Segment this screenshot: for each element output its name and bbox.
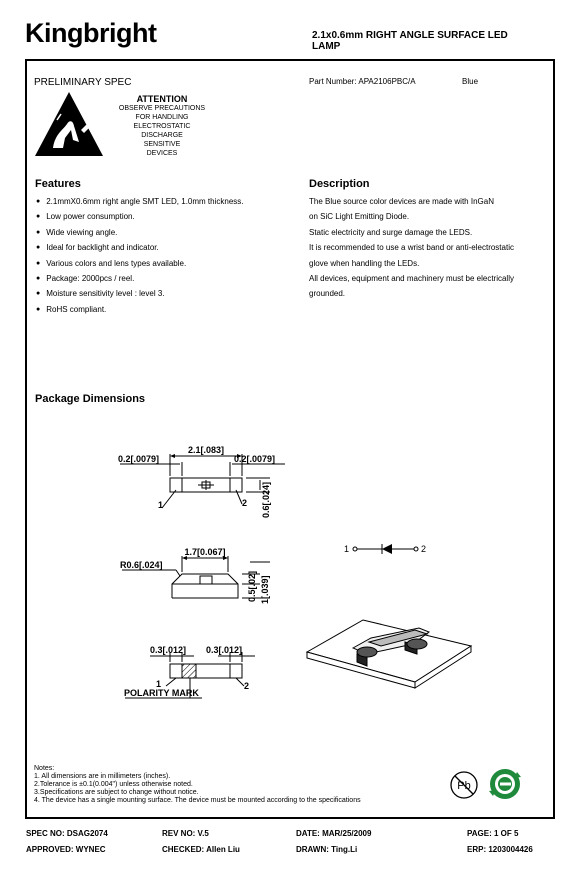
package-dimensions-heading: Package Dimensions — [35, 393, 146, 405]
title-line-2: LAMP — [312, 41, 341, 52]
diode-pin-2: 2 — [421, 544, 427, 554]
esd-warning-icon — [33, 90, 105, 158]
description-line: Static electricity and surge damage the LEDS. — [309, 227, 473, 237]
feature-item: ● Moisture sensitivity level : level 3. — [36, 289, 286, 304]
feature-item: ● Wide viewing angle. — [36, 228, 286, 243]
led-3d-illustration — [305, 608, 475, 690]
note-line: 1. All dimensions are in millimeters (inches). — [34, 773, 171, 780]
dim-top-width: 2.1[.083] — [187, 445, 225, 455]
note-line: 2.Tolerance is ±0.1(0.004") unless otherwise noted. — [34, 781, 193, 788]
attention-line: DEVICES — [146, 150, 178, 157]
polarity-mark-label: POLARITY MARK — [124, 688, 199, 698]
pad-pin-1-label: 1 — [156, 679, 162, 689]
dim-side-width: 1.7[0.067] — [184, 547, 226, 557]
dim-height: 0.6[.024] — [261, 481, 271, 518]
attention-text — [107, 104, 217, 158]
pin-1-label: 1 — [158, 500, 164, 510]
feature-item: ● Various colors and lens types available. — [36, 259, 286, 274]
revision-number: REV NO: V.5 — [162, 829, 209, 838]
page-number: PAGE: 1 OF 5 — [467, 829, 519, 838]
drawn-by: DRAWN: Ting.Li — [296, 845, 358, 854]
attention-line: FOR HANDLING — [135, 114, 189, 121]
side-view-drawing — [110, 542, 285, 612]
notes-block — [34, 765, 361, 805]
top-view-drawing — [110, 438, 300, 518]
pin-2-label: 2 — [242, 498, 248, 508]
description-line: All devices, equipment and machinery must be electrically — [309, 273, 514, 283]
checked-by: CHECKED: Allen Liu — [162, 845, 240, 854]
spec-number: SPEC NO: DSAG2074 — [26, 829, 108, 838]
description-line: glove when handling the LEDs. — [309, 258, 420, 268]
eco-recycle-icon — [488, 767, 522, 801]
feature-item: ● Package: 2000pcs / reel. — [36, 274, 286, 289]
dim-pad-right: 0.3[.012] — [206, 645, 243, 655]
feature-item: ● Ideal for backlight and indicator. — [36, 243, 286, 258]
dim-left-margin: 0.2[.0079] — [118, 454, 160, 464]
attention-line: SENSITIVE — [143, 141, 181, 148]
dim-pad-left: 0.3[.012] — [150, 645, 187, 655]
description-line: It is recommended to use a wrist band or anti-electrostatic — [309, 243, 514, 253]
description-text — [309, 197, 549, 305]
description-line: The Blue source color devices are made with InGaN — [309, 197, 494, 206]
diode-pin-1: 1 — [344, 544, 350, 554]
document-date: DATE: MAR/25/2009 — [296, 829, 372, 838]
dim-radius: R0.6[.024] — [120, 560, 163, 570]
note-line: 3.Specifications are subject to change without notice. — [34, 789, 199, 796]
features-heading: Features — [35, 178, 81, 190]
feature-item: ● RoHS compliant. — [36, 305, 286, 320]
attention-line: DISCHARGE — [141, 132, 183, 139]
pad-pin-2-label: 2 — [244, 681, 250, 691]
note-line: 4. The device has a single mounting surface. The device must be mounted according to the specifications — [34, 797, 361, 804]
preliminary-spec-label: PRELIMINARY SPEC — [34, 77, 132, 88]
pad-view-drawing — [110, 642, 285, 704]
svg-text:Pb: Pb — [457, 780, 471, 792]
dim-side-height-2: 1[.039] — [260, 575, 270, 604]
part-color: Blue — [462, 77, 479, 86]
document-title — [312, 30, 552, 52]
dim-side-height-1: 0.5[.02] — [247, 570, 257, 602]
dim-right-margin: 0.2[.0079] — [234, 454, 276, 464]
pb-free-icon — [449, 770, 479, 800]
feature-item: ● 2.1mmX0.6mm right angle SMT LED, 1.0mm thickness. — [36, 197, 286, 212]
part-number: Part Number: APA2106PBC/A — [309, 77, 416, 86]
features-list — [36, 197, 286, 320]
diode-symbol-icon — [344, 541, 434, 557]
attention-line: ELECTROSTATIC — [133, 123, 191, 130]
erp-number: ERP: 1203004426 — [467, 845, 533, 854]
attention-line: OBSERVE PRECAUTIONS — [118, 105, 206, 112]
description-line: on SiC Light Emitting Diode. — [309, 212, 410, 222]
description-heading: Description — [309, 178, 370, 190]
feature-item: ● Low power consumption. — [36, 212, 286, 227]
attention-title: ATTENTION — [136, 94, 188, 104]
description-line: grounded. — [309, 289, 346, 299]
title-line-1: 2.1x0.6mm RIGHT ANGLE SURFACE LED — [312, 30, 508, 41]
approved-by: APPROVED: WYNEC — [26, 845, 106, 854]
brand-logo: Kingbright — [25, 18, 157, 48]
notes-title: Notes: — [34, 765, 55, 772]
